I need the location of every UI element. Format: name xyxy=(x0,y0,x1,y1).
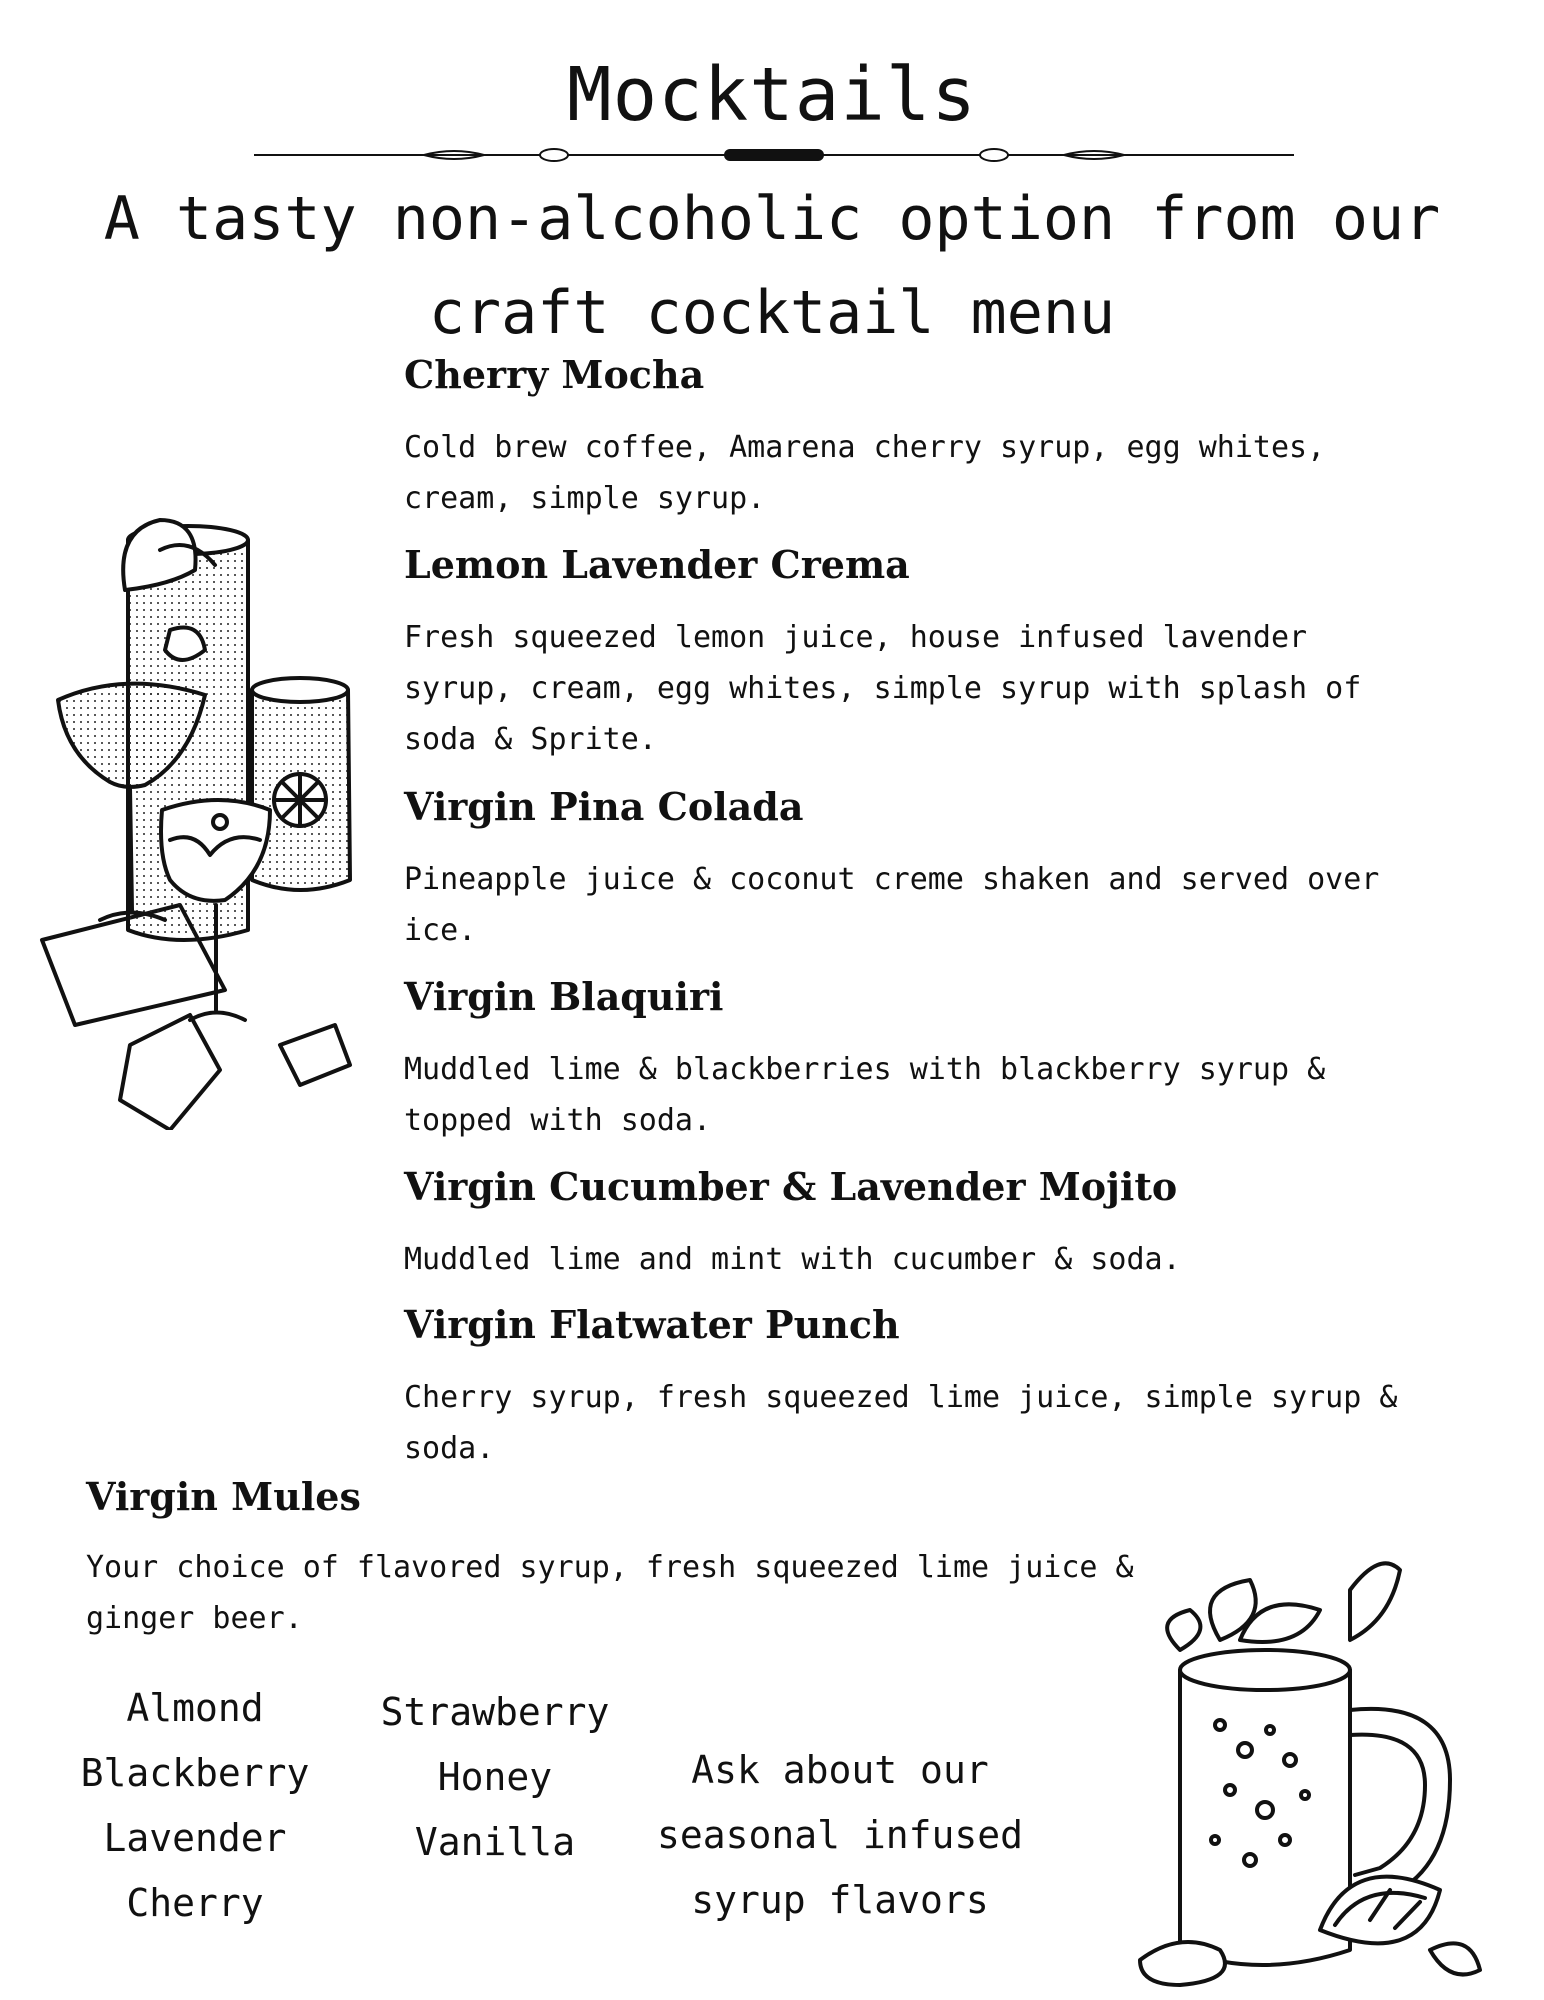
flavor-item: Lavender xyxy=(103,1816,287,1860)
item-desc-virgin-cucumber-lavender-mojito: Muddled lime and mint with cucumber & soda. xyxy=(404,1242,1181,1277)
mules-description: Your choice of flavored syrup, fresh squeezed lime juice & ginger beer. xyxy=(86,1550,1134,1636)
item-name-virgin-blaquiri: Virgin Blaquiri xyxy=(404,974,724,1019)
item-name-virgin-flatwater-punch: Virgin Flatwater Punch xyxy=(404,1302,900,1347)
seasonal-note: Ask about our seasonal infused syrup flavors xyxy=(656,1748,1024,1922)
page-subtitle: A tasty non-alcoholic option from our craft cocktail menu xyxy=(103,184,1441,348)
page-title: Mocktails xyxy=(567,52,977,138)
item-desc-virgin-pina-colada: Pineapple juice & coconut creme shaken and served over ice. xyxy=(404,862,1380,948)
mules-name: Virgin Mules xyxy=(86,1474,361,1519)
item-name-virgin-pina-colada: Virgin Pina Colada xyxy=(404,784,804,829)
item-name-virgin-cucumber-lavender-mojito: Virgin Cucumber & Lavender Mojito xyxy=(404,1164,1178,1209)
item-name-cherry-mocha: Cherry Mocha xyxy=(404,352,705,397)
item-name-lemon-lavender-crema: Lemon Lavender Crema xyxy=(404,542,910,587)
item-desc-virgin-flatwater-punch: Cherry syrup, fresh squeezed lime juice, simple syrup & soda. xyxy=(404,1380,1398,1466)
flavor-item: Blackberry xyxy=(80,1751,310,1795)
ornamental-divider xyxy=(254,143,1294,167)
item-desc-virgin-blaquiri: Muddled lime & blackberries with blackberry syrup & topped with soda. xyxy=(404,1052,1326,1138)
flavor-list-2 xyxy=(360,1680,630,1875)
flavor-item: Strawberry xyxy=(380,1690,610,1734)
flavor-item: Vanilla xyxy=(414,1820,576,1864)
mule-mug-illustration xyxy=(1120,1550,1500,1990)
item-desc-cherry-mocha: Cold brew coffee, Amarena cherry syrup, egg whites, cream, simple syrup. xyxy=(404,430,1326,516)
flavor-list-1 xyxy=(60,1676,330,1936)
item-desc-lemon-lavender-crema: Fresh squeezed lemon juice, house infused lavender syrup, cream, egg whites, simple syrup with splash of soda & Sprite. xyxy=(404,620,1362,757)
flavor-item: Almond xyxy=(126,1686,264,1730)
flavor-item: Cherry xyxy=(126,1881,264,1925)
flavor-item: Honey xyxy=(437,1755,553,1799)
cocktail-glasses-illustration xyxy=(30,510,370,1130)
